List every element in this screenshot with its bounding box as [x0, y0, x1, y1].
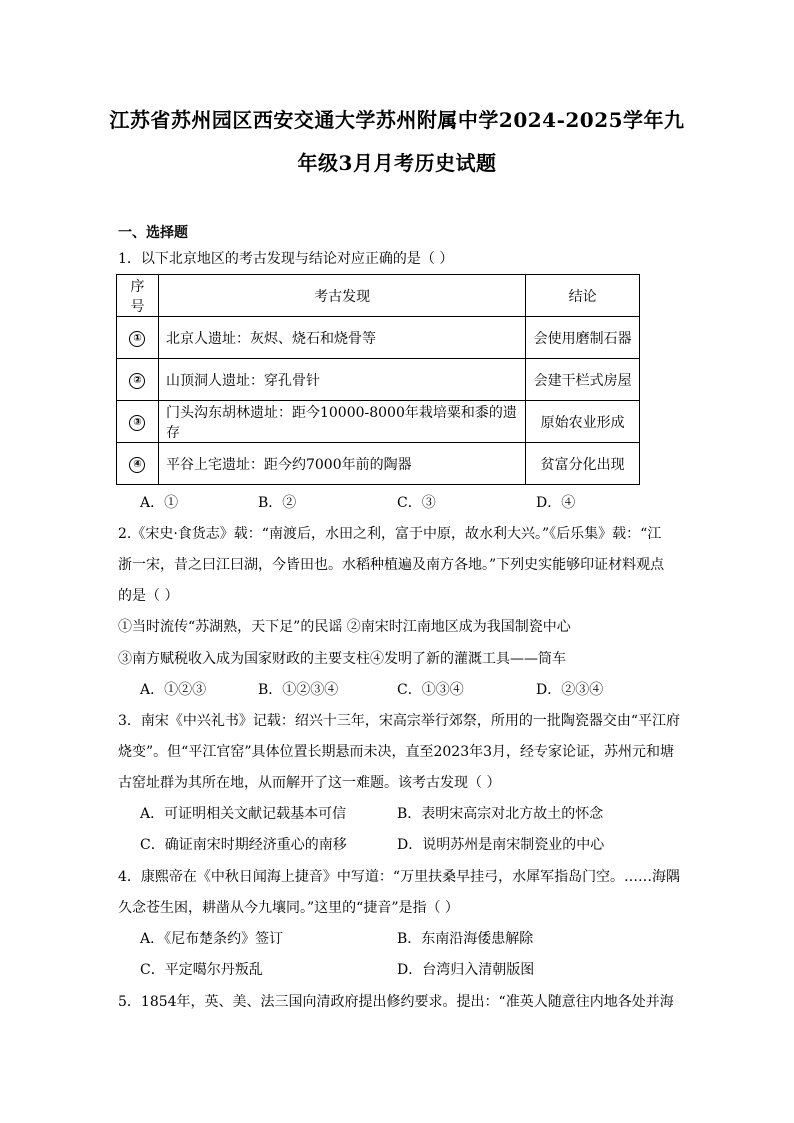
q4-option-c[interactable]: C．平定噶尔丹叛乱 [140, 962, 263, 978]
q2-option-b[interactable]: B．①②③④ [258, 682, 339, 698]
row-conclusion: 原始农业形成 [526, 401, 640, 443]
section-heading: 一、选择题 [118, 225, 188, 241]
q4-option-b[interactable]: B．东南沿海倭患解除 [397, 931, 534, 947]
q3-stem-line1: 3．南宋《中兴礼书》记载：绍兴十三年，宋高宗举行郊祭，所用的一批陶瓷器交由“平江府 [118, 713, 681, 729]
q2-item-line2: ③南方赋税收入成为国家财政的主要支柱④发明了新的灌溉工具——筒车 [118, 651, 566, 667]
row-number: ① [129, 331, 145, 347]
header-conclusion: 结论 [526, 275, 640, 317]
row-number: ③ [129, 415, 145, 431]
header-no: 序号 [117, 275, 159, 317]
q3-stem-line3: 古窑址群为其所在地，从而解开了这一难题。该考古发现（ ） [118, 775, 501, 791]
q3-option-d[interactable]: D．说明苏州是南宋制瓷业的中心 [397, 837, 605, 853]
row-finding: 山顶洞人遗址：穿孔骨针 [158, 359, 525, 401]
q2-option-d[interactable]: D．②③④ [536, 682, 604, 698]
row-finding: 门头沟东胡林遗址：距今10000-8000年栽培粟和黍的遗存 [158, 401, 525, 443]
q2-option-a[interactable]: A．①②③ [140, 682, 207, 698]
q1-option-c[interactable]: C．③ [397, 495, 436, 511]
header-finding: 考古发现 [158, 275, 525, 317]
exam-title-line2: 年级3月月考历史试题 [297, 151, 497, 175]
q2-stem-line3: 的是（ ） [118, 588, 179, 604]
row-conclusion: 贫富分化出现 [526, 443, 640, 485]
q4-stem-line1: 4．康熙帝在《中秋日闻海上捷音》中写道：“万里扶桑早挂弓，水犀军指岛门空。……海隅 [118, 869, 681, 885]
q1-table [116, 274, 640, 485]
row-finding: 北京人遗址：灰烬、烧石和烧骨等 [158, 317, 525, 359]
q1-option-d[interactable]: D．④ [536, 495, 576, 511]
table-row [117, 317, 640, 359]
q2-stem-line2: 浙一宋，昔之曰江曰湖，今皆田也。水稻种植遍及南方各地。”下列史实能够印证材料观点 [118, 557, 665, 573]
row-conclusion: 会建干栏式房屋 [526, 359, 640, 401]
q2-item-line1: ①当时流传“苏湖熟，天下足”的民谣 ②南宋时江南地区成为我国制瓷中心 [118, 619, 571, 635]
row-conclusion: 会使用磨制石器 [526, 317, 640, 359]
q3-option-b[interactable]: B．表明宋高宗对北方故土的怀念 [397, 806, 604, 822]
q2-stem-line1: 2.《宋史·食货志》载：“南渡后，水田之利，富于中原，故水利大兴。”《后乐集》载：“江 [118, 526, 662, 542]
row-number: ④ [129, 457, 145, 473]
row-number: ② [129, 373, 145, 389]
table-row [117, 401, 640, 443]
q1-option-b[interactable]: B．② [258, 495, 297, 511]
table-header-row [117, 275, 640, 317]
q5-stem-line1: 5．1854年，英、美、法三国向清政府提出修约要求。提出：“准英人随意往内地各处并海 [118, 994, 674, 1010]
exam-title-line1: 江苏省苏州园区西安交通大学苏州附属中学2024-2025学年九 [109, 108, 685, 132]
row-finding: 平谷上宅遗址：距今约7000年前的陶器 [158, 443, 525, 485]
table-row [117, 359, 640, 401]
q3-option-a[interactable]: A．可证明相关文献记载基本可信 [140, 806, 347, 822]
q3-option-c[interactable]: C．确证南宋时期经济重心的南移 [140, 837, 347, 853]
q3-stem-line2: 烧变”。但“平江官窑”具体位置长期悬而未决，直至2023年3月，经专家论证，苏州元和塘 [118, 744, 675, 760]
table-row [117, 443, 640, 485]
q1-option-a[interactable]: A．① [140, 495, 179, 511]
q4-stem-line2: 久念苍生困，耕凿从今九壤同。”这里的“捷音”是指（ ） [118, 900, 459, 916]
q4-option-d[interactable]: D．台湾归入清朝版图 [397, 962, 535, 978]
q1-stem: 1．以下北京地区的考古发现与结论对应正确的是（ ） [118, 251, 454, 267]
q4-option-a[interactable]: A．《尼布楚条约》签订 [140, 931, 284, 947]
q2-option-c[interactable]: C．①③④ [397, 682, 464, 698]
